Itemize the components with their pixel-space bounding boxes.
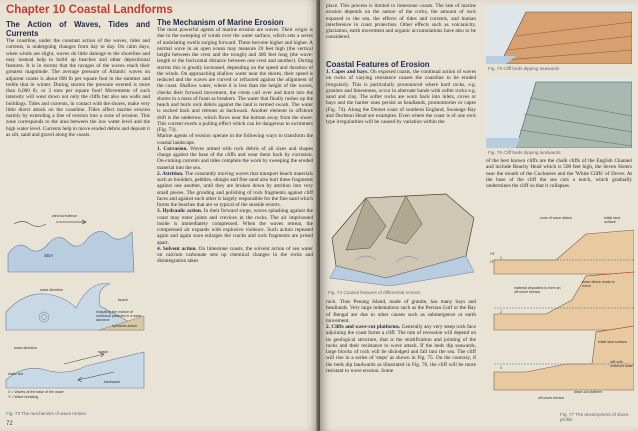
right-page — [320, 0, 638, 431]
fig73-label-wind: wind turbulence — [52, 214, 78, 218]
fig73-note-y: Y = Wave breaking — [8, 395, 39, 399]
figure-77-shore-profile — [486, 214, 634, 410]
page-number-left: 72 — [6, 421, 13, 427]
paragraph-waves: The coastline, under the constant action of the waves, tides and currents, is undergoing changes from day to day. On calm days, when winds are slight, waves do little damage to the shoreline and may instead help to build up beaches and other depositional features. It is in storms that the ravages of the waves reach their greatest magnitude. The average pressure of Atlantic waves on adjacent coasts is about 600 lb per square foot in the summer and treble that in winter. During storms the pressure exerted is more than 6,000 lb, or 3 tons per square foot! Movements of such intensity will wear down not only the cliffs but also sea walls and buildings. Tides and currents, in contact with the shores, make very little direct attack on the coastline. Tides affect marine erosion mainly by extending a line of erosion into a zone of erosion. This zone corresponds to the area between the low water level and the high water level. Currents help to move eroded debris and deposit it as silt, sand and gravel along the coasts. — [6, 38, 150, 138]
fig73-label-wave-direction-2: wave direction — [14, 346, 37, 350]
paragraph-mechanism: The most powerful agents of marine erosion are waves. Their origin is due to the sweeping of winds over the water surface, which sets a series of undulating swells surging forward. These become higher and higher. A normal wave in an open ocean may measure 20 feet high (the vertical height between the crest and the trough) and 400 feet long (the wave-length or the horizontal distance between one crest and another). During storms this is greatly increased, depending on the speed and duration of the winds. On approaching shallow water near the shores, their speed is reduced and the waves are curved or refracted against the alignment of the coast. Shallow water, where it is less than the height of the waves, checks their forward movement, the crests curl over and burst into the shores in a mass of foam as breakers. The water that finally rushes up the beach and hurls rock debris against the land is termed swash. The water is sucked back and retreats as backwash. Another element in offshore drift is the undertow, which flows near the bottom away from the shore. This current exerts a pulling effect which can be dangerous to swimmers (Fig. 73). — [157, 27, 313, 133]
item-capes-lead: 1. Capes and bays. — [326, 69, 369, 75]
item-corrasion — [157, 146, 313, 171]
item-hydraulic-lead: 3. Hydraulic action. — [157, 208, 203, 215]
item-attrition-text: The constantly moving waves that transport beach materials such as boulders, pebbles, shingle and fine sand also hurl these fragments against one another, until they are broken down by attrition into very small pieces. The grinding and polishing of rock fragments against cliff faces and against each other is largely responsible for the fine sand which forms the beaches that are so typical of the seaside resorts. — [157, 170, 314, 208]
wind-arrow-icon — [56, 220, 86, 224]
left-page — [0, 0, 318, 431]
fig73-label-sea: SEA — [44, 253, 54, 258]
item-cliffs-text: Generally any very steep rock face adjoining the coast forms a cliff. The rate of recession will depend on its geological structure, that is the stratification and jointing of the rocks and their resistance to wave attack. If the beds dip seawards, large blocks of rock will be dislodged and fall into the sea. The cliff will rise in a series of 'steps' as shown in Fig. 75. On the contrary, if the beds dip landwards as illustrated in Fig. 76, the cliff will be more resistant to wave erosion. Some — [326, 324, 476, 374]
fig73-caption: Fig. 73 The mechanism of wave motion — [6, 411, 87, 416]
item-corrasion-lead: 1. Corrasion. — [157, 145, 188, 152]
fig73-label-beach: beach — [118, 298, 128, 302]
paragraph-penang: rock. Thus Penang Island, made of granite, has many bays and headlands. Very large indentations such as the Persian Gulf or the Bay of Bengal are due to other causes such as submergence or earth movement. — [326, 299, 476, 324]
fig73-note-x: X = Waves at the base of the wave — [8, 390, 64, 394]
sea-waves — [8, 231, 134, 272]
fig77-label-zone: zone of wave attack — [540, 216, 572, 220]
item-cliffs — [326, 324, 476, 374]
profile-stage-3 — [494, 326, 634, 390]
paragraph-rate-of-erosion: place. This process is limited to limestone coasts. The rate of marine erosion depends on the nature of the rocks, the amount of rock exposed to the sea, the effects of tides and currents, and human interference in coast protection. Other effects such as volcanicity, glaciation, earth movement and organic accumulations have also to be considered. — [326, 3, 476, 41]
fig77-label-stage-3: 3 — [500, 366, 502, 370]
left-column-2 — [157, 18, 313, 265]
left-column-1 — [6, 20, 150, 138]
figure-74-differential-erosion — [326, 178, 476, 286]
fig73-label-backwash: backwash — [104, 380, 120, 384]
item-solvent-lead: 4. Solvent action. — [157, 245, 197, 252]
fig77-label-stage-2: 2 — [500, 310, 502, 314]
item-attrition-lead: 2. Attrition. — [157, 170, 184, 177]
item-attrition — [157, 171, 313, 209]
fig76-caption: Fig. 76 Cliff beds dipping landwards — [488, 150, 561, 155]
fig73-label-drift: indicating the motion of individual particles in a wave advance — [96, 310, 142, 322]
right-column-1 — [326, 60, 476, 125]
item-solvent — [157, 246, 313, 265]
section-heading-mechanism: The Mechanism of Marine Erosion — [157, 18, 284, 27]
fig73-label-hydraulic: hydraulic action — [112, 324, 137, 328]
figure-75-seaward-dip — [486, 6, 632, 64]
fig77-label-platform: wave-cut platform — [574, 390, 603, 394]
item-capes-text: On exposed coasts, the continual action of waves on rocks of varying resistance causes the coastline to be eroded irregularly. This is particularly pronounced where hard rocks, e.g. granites and limestones, occur in alternate bands with softer rocks e.g. sand and clay. The softer rocks are worn back into inlets, coves or bays and the harder ones persist as headlands, promontories or capes (Fig. 74). Along the Dorset coast of southern England, Swanage Bay and Durlston Head are examples. Even where the coast is of one rock type irregularities will be caused by variation within the — [326, 69, 476, 125]
paragraph-chalk-cliffs: of the best known cliffs are the chalk cliffs of the English Channel and include Beachy Head which is 500 feet high, the Seven Sisters near the mouth of the Cuckmere and the 'White Cliffs' of Dover. At the base of the cliff the sea cuts a notch, which gradually undermines the cliff so that it collapses. — [486, 158, 632, 189]
fig77-label-deposited: material deposited to form an off-shore terrace — [514, 286, 561, 294]
right-top-text — [326, 3, 476, 41]
fig73-label-waterline: water line — [8, 372, 24, 376]
item-corrasion-text: Waves armed with rock debris of all sizes and shapes charge against the base of the cliffs and wear them back by corrasion. On-coming currents and tides complete the work by sweeping the eroded material into the sea. — [157, 145, 314, 171]
right-column-2 — [486, 158, 632, 189]
item-hydraulic — [157, 208, 313, 246]
item-solvent-text: On limestone coasts, the solvent action of sea water on calcium carbonate sets up chemical changes in the rocks and disintegration takes — [157, 245, 313, 265]
swash-arrow-icon — [64, 353, 104, 364]
fig77-label-cliff: cliff with undercut base — [610, 360, 633, 368]
section-heading-coastal-features: Coastal Features of Erosion — [326, 60, 430, 69]
swash-diagram — [6, 352, 144, 388]
item-capes-bays — [326, 69, 476, 125]
fig77-label-terrace: off-shore terrace — [538, 396, 565, 400]
fig77-label-wave-attack: wave attack leads to notch — [582, 280, 615, 288]
cliff-strata-landward — [516, 82, 632, 148]
figure-76-landward-dip — [486, 78, 632, 148]
right-column-1-continued — [326, 299, 476, 374]
fig77-caption: Fig. 77 The development of shore profile — [560, 412, 629, 422]
item-cliffs-lead: 2. Cliffs and wave-cut platforms. — [326, 324, 401, 330]
fig73-label-wave-direction: wave direction — [40, 288, 63, 292]
fig77-label-initial: initial land surface — [604, 216, 620, 224]
fig77-label-initial-2: initial land surface — [598, 340, 627, 344]
wind-swirl-icon — [14, 222, 46, 227]
fig77-label-ht: HT — [490, 252, 495, 256]
fig73-label-swash: swash — [98, 350, 109, 354]
fig77-label-lt: LT — [490, 260, 494, 264]
chapter-title: Chapter 10 Coastal Landforms — [6, 4, 173, 16]
fig75-caption: Fig. 75 Cliff beds dipping seawards — [488, 66, 560, 71]
fig74-caption: Fig. 74 Coastal features of differential erosion — [328, 290, 421, 295]
profile-stage-1 — [494, 230, 634, 274]
section-heading-waves: The Action of Waves, Tides and Currents — [6, 20, 150, 38]
item-hydraulic-text: In their forward surge, waves splashing against the coast may enter joints and crevices in the rocks. The air imprisoned inside is immediately compressed. When the waves retreat, the compressed air expands with explosive violence. Such action repeated again and again soon enlarges the cracks and rock fragments are prised apart. — [157, 208, 313, 246]
paragraph-marine-agents: Marine agents of erosion operate in the following ways to transform the coastal landscape. — [157, 133, 313, 146]
fig77-label-stage-1: 1 — [500, 256, 502, 260]
